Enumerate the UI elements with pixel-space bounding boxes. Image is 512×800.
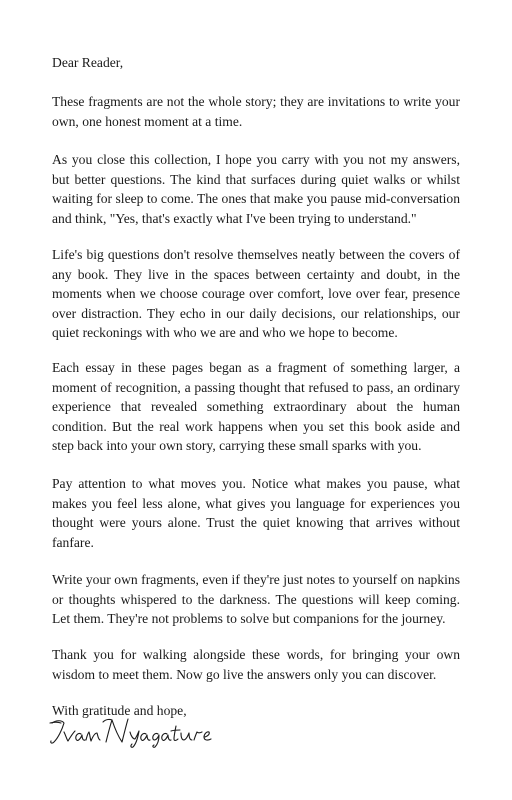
signature-drawing bbox=[48, 714, 238, 748]
paragraph-invitation: These fragments are not the whole story; they are invitations to write your own, one honest moment at a time. bbox=[52, 94, 460, 129]
paragraph-pay-attention: Pay attention to what moves you. Notice what makes you pause, what makes you feel less alone, what gives you language for experiences you thought were yours alone. Trust the quiet knowing that arrives without fanfare. bbox=[52, 476, 460, 550]
paragraph-write-fragments: Write your own fragments, even if they're just notes to yourself on napkins or thoughts whispered to the darkness. The questions will keep coming. Let them. They're not problems to solve but companions for the journey. bbox=[52, 572, 460, 627]
paragraph-thank-you: Thank you for walking alongside these words, for bringing your own wisdom to meet them. Now go live the answers only you can discover. bbox=[52, 647, 460, 682]
paragraph-big-questions: Life's big questions don't resolve themselves neatly between the covers of any book. They live in the spaces between certainty and doubt, in the moments when we choose courage over comfort, love over fear, presence over distraction. They echo in our daily decisions, our relationships, our quiet reckonings with who we are and who we hope to become. bbox=[52, 247, 460, 341]
salutation: Dear Reader, bbox=[52, 55, 124, 70]
closing-line: With gratitude and hope, bbox=[52, 703, 187, 718]
handwritten-signature bbox=[48, 714, 238, 748]
paragraph-better-questions: As you close this collection, I hope you carry with you not my answers, but better questions. The kind that surfaces during quiet walks or whilst waiting for sleep to come. The ones that make you pause mid-conversation and think, "Yes, that's exactly what I've been trying to understand." bbox=[52, 152, 460, 226]
paragraph-essays: Each essay in these pages began as a fragment of something larger, a moment of recognition, a passing thought that refused to pass, an ordinary experience that revealed something extraordinary about the human condition. But the real work happens when you set this book aside and step back into your own story, carrying these small sparks with you. bbox=[52, 360, 460, 454]
